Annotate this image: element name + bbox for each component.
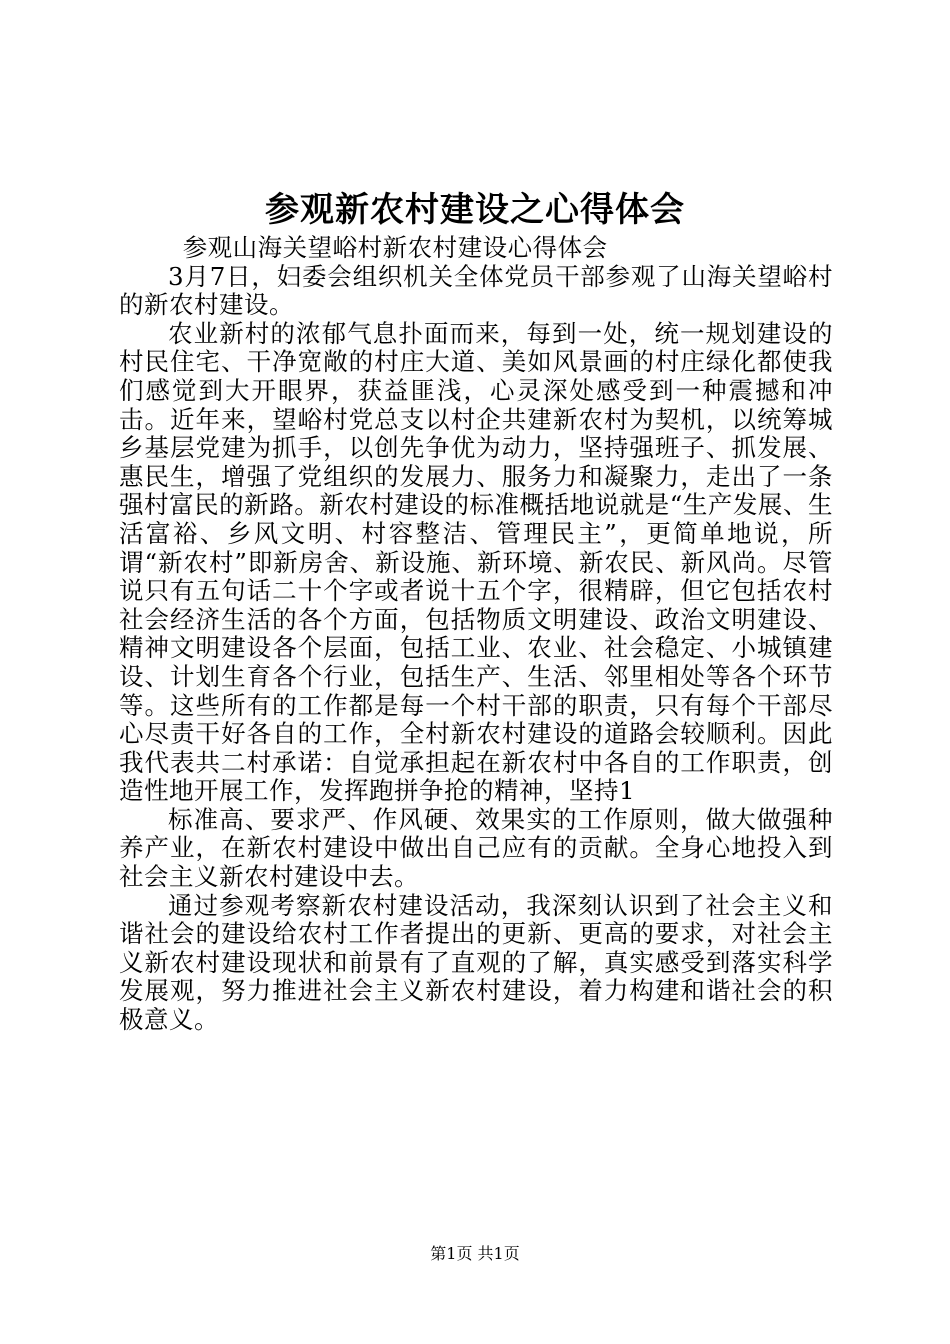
body-paragraph-2: 农业新村的浓郁气息扑面而来，每到一处，统一规划建设的村民住宅、干净宽敞的村庄大道、美如风景画的村庄绿化都使我们感觉到大开眼界，获益匪浅，心灵深处感受到一种震撼和冲击。近年来，望峪村党总支以村企共建新农村为契机，以统筹城乡基层党建为抓手，以创先争优为动力，坚持强班子、抓发展、惠民生，增强了党组织的发展力、服务力和凝聚力，走出了一条强村富民的新路。新农村建设的标准概括地说就是“生产发展、生活富裕、乡风文明、村容整洁、管理民主”，更简单地说，所谓“新农村”即新房舍、新设施、新环境、新农民、新风尚。尽管说只有五句话二十个字或者说十五个字，很精辟，但它包括农村社会经济生活的各个方面，包括物质文明建设、政治文明建设、精神文明建设各个层面，包括工业、农业、社会稳定、小城镇建设、计划生育各个行业，包括生产、生活、邻里相处等各个环节等。这些所有的工作都是每一个村干部的职责，只有每个干部尽心尽责干好各自的工作，全村新农村建设的道路会较顺利。因此我代表共二村承诺：自觉承担起在新农村中各自的工作职责，创造性地开展工作，发挥跑拼争抢的精神，坚持1 — [119, 318, 833, 806]
document-title: 参观新农村建设之心得体会 — [265, 190, 685, 230]
subtitle-paragraph: 参观山海关望峪村新农村建设心得体会 — [182, 233, 608, 262]
body-paragraph-1: 3月7日，妇委会组织机关全体党员干部参观了山海关望峪村的新农村建设。 — [119, 261, 833, 320]
page-footer: 第1页 共1页 — [430, 1244, 520, 1263]
document-body — [119, 234, 833, 1035]
body-paragraph-4: 通过参观考察新农村建设活动，我深刻认识到了社会主义和谐社会的建设给农村工作者提出的更新、更高的要求，对社会主义新农村建设现状和前景有了直观的了解，真实感受到落实科学发展观，努力推进社会主义新农村建设，着力构建和谐社会的积极意义。 — [119, 890, 833, 1035]
body-paragraph-3: 标准高、要求严、作风硬、效果实的工作原则，做大做强种养产业，在新农村建设中做出自己应有的贡献。全身心地投入到社会主义新农村建设中去。 — [119, 804, 833, 892]
